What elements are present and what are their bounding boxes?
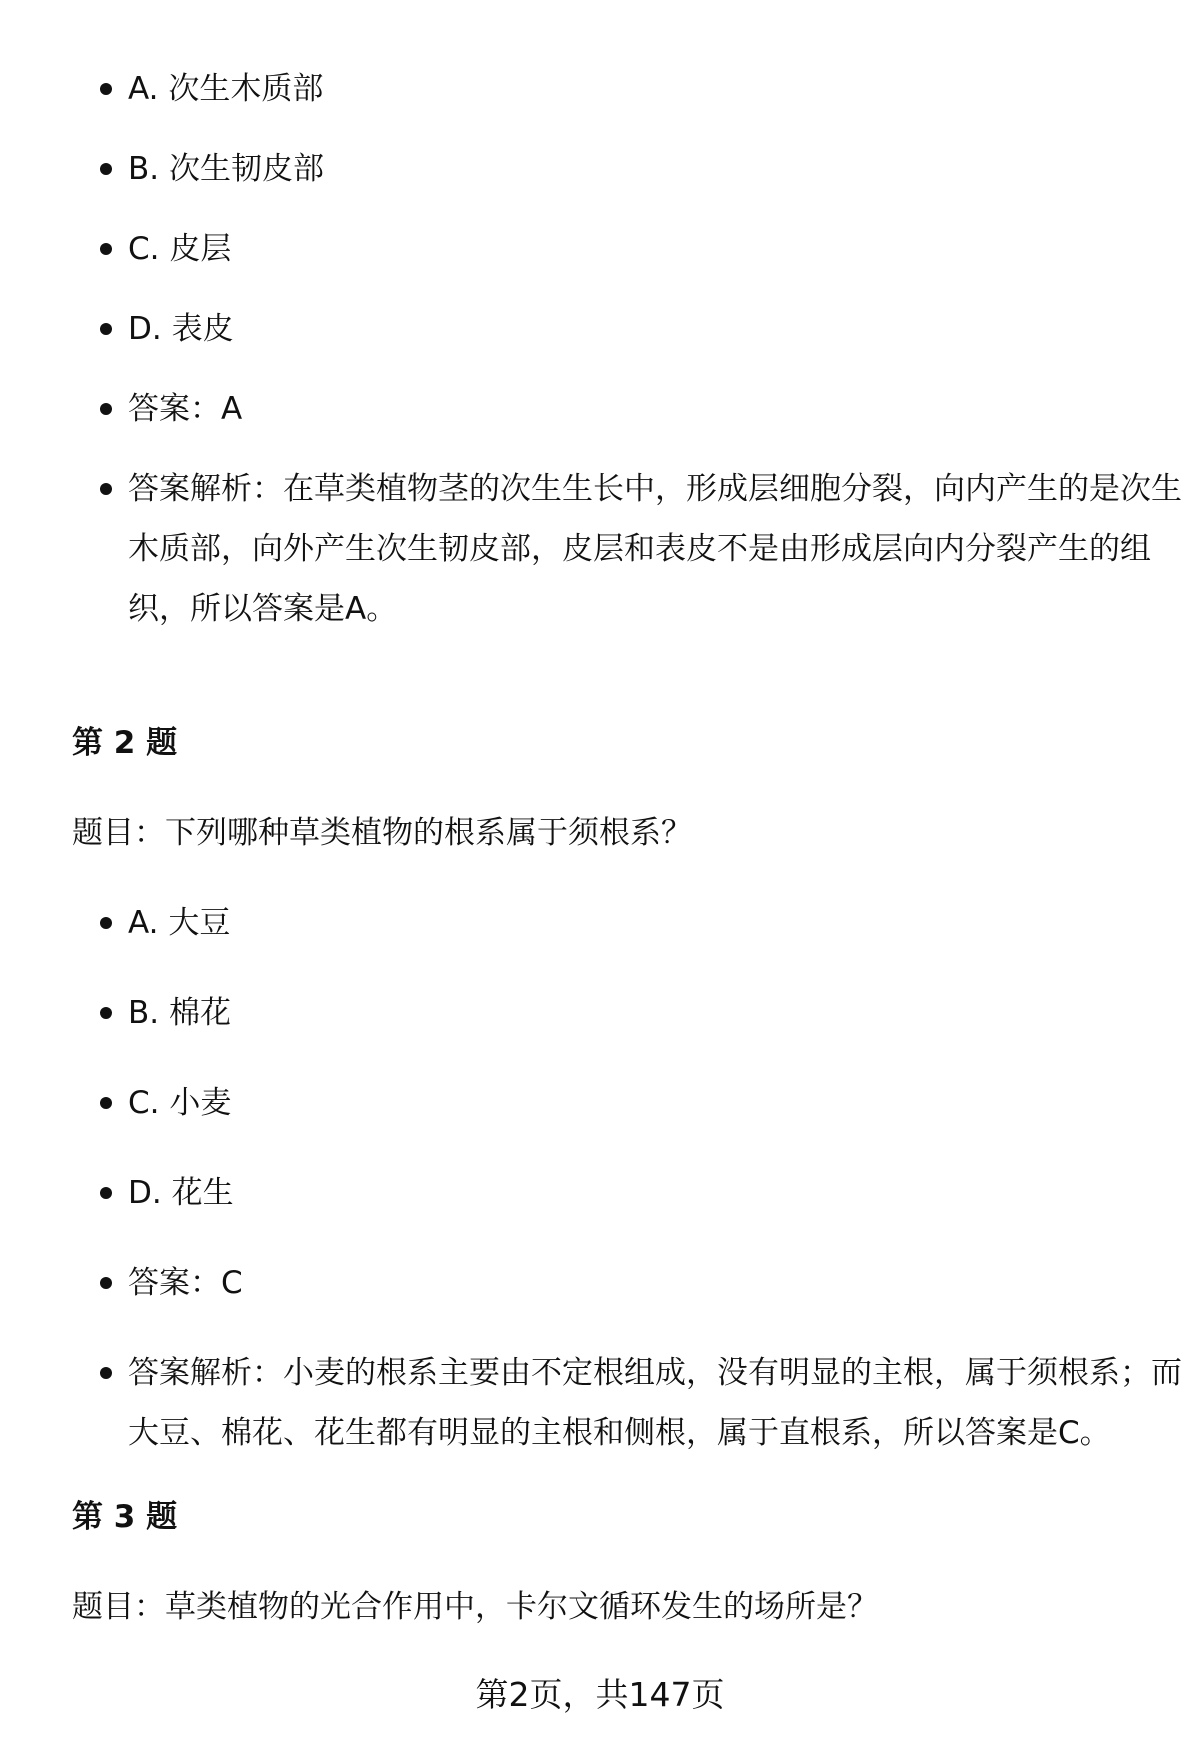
bullet-icon bbox=[100, 1367, 112, 1379]
bullet-icon bbox=[100, 1187, 112, 1199]
option-text: D. 表皮 bbox=[128, 311, 234, 347]
answer-text: 答案：A bbox=[128, 391, 243, 427]
option-text: A. 次生木质部 bbox=[128, 71, 324, 107]
option-text: D. 花生 bbox=[128, 1175, 234, 1211]
q1-analysis bbox=[72, 459, 1182, 639]
analysis-line: 木质部，向外产生次生韧皮部，皮层和表皮不是由形成层向内分裂产生的组 bbox=[128, 531, 1151, 567]
answer-text: 答案：C bbox=[128, 1265, 243, 1301]
question-text: 题目：草类植物的光合作用中，卡尔文循环发生的场所是？ bbox=[72, 1589, 878, 1625]
analysis-line: 织，所以答案是A。 bbox=[128, 591, 398, 627]
analysis-line: 答案解析：在草类植物茎的次生生长中，形成层细胞分裂，向内产生的是次生 bbox=[128, 471, 1182, 507]
option-text: B. 次生韧皮部 bbox=[128, 151, 324, 187]
analysis-line: 大豆、棉花、花生都有明显的主根和侧根，属于直根系，所以答案是C。 bbox=[128, 1415, 1111, 1451]
bullet-icon bbox=[100, 163, 112, 175]
option-text: A. 大豆 bbox=[128, 905, 231, 941]
option-text: B. 棉花 bbox=[128, 995, 231, 1031]
question-text: 题目：下列哪种草类植物的根系属于须根系？ bbox=[72, 815, 692, 851]
bullet-icon bbox=[100, 483, 112, 495]
option-text: C. 小麦 bbox=[128, 1085, 232, 1121]
question-heading: 第 2 题 bbox=[72, 725, 178, 761]
bullet-icon bbox=[100, 1097, 112, 1109]
page-number: 第2页，共147页 bbox=[475, 1675, 725, 1714]
bullet-icon bbox=[100, 1007, 112, 1019]
bullet-icon bbox=[100, 403, 112, 415]
bullet-icon bbox=[100, 323, 112, 335]
bullet-icon bbox=[100, 917, 112, 929]
bullet-icon bbox=[100, 1277, 112, 1289]
q2-analysis bbox=[72, 1343, 1182, 1463]
option-text: C. 皮层 bbox=[128, 231, 232, 267]
bullet-icon bbox=[100, 243, 112, 255]
bullet-icon bbox=[100, 83, 112, 95]
question-heading: 第 3 题 bbox=[72, 1499, 178, 1535]
analysis-line: 答案解析：小麦的根系主要由不定根组成，没有明显的主根，属于须根系；而 bbox=[128, 1355, 1182, 1391]
